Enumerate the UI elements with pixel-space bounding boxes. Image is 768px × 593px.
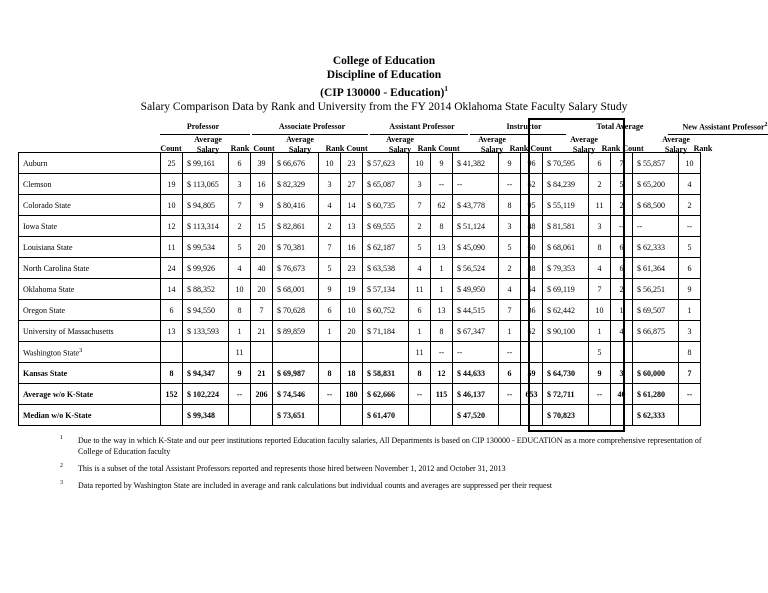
table-cell: 6: [611, 237, 633, 258]
table-cell: --: [431, 174, 453, 195]
table-cell: [633, 342, 679, 363]
table-cell: $ 113,065: [183, 174, 229, 195]
table-cell: $ 65,200: [633, 174, 679, 195]
table-cell: $ 99,534: [183, 237, 229, 258]
table-row: [19, 237, 701, 258]
table-cell: 2: [679, 195, 701, 216]
table-cell: 8: [431, 216, 453, 237]
table-row: [19, 174, 701, 195]
table-cell: 180: [341, 384, 363, 405]
table-cell: $ 45,090: [453, 237, 499, 258]
table-cell: 2: [229, 216, 251, 237]
table-cell: --: [409, 384, 431, 405]
table-cell: 14: [341, 195, 363, 216]
table-cell: 12: [161, 216, 183, 237]
table-cell: $ 79,353: [543, 258, 589, 279]
table-cell: 4: [319, 195, 341, 216]
table-cell: $ 69,507: [633, 300, 679, 321]
table-cell: 7: [499, 300, 521, 321]
table-cell: $ 81,581: [543, 216, 589, 237]
col-rank: Rank: [601, 144, 621, 153]
group-professor: Professor: [186, 122, 220, 131]
table-cell: 7: [589, 279, 611, 300]
footnotes: [60, 435, 720, 497]
table-cell: 1: [319, 321, 341, 342]
table-cell: 1: [679, 300, 701, 321]
table-cell: 10: [319, 153, 341, 174]
table-cell: 9: [229, 363, 251, 384]
table-cell: $ 63,538: [363, 258, 409, 279]
table-cell: [251, 405, 273, 426]
table-cell: 3: [229, 174, 251, 195]
table-cell: 1: [431, 258, 453, 279]
table-cell: $ 82,861: [273, 216, 319, 237]
page-title-block: [0, 54, 768, 114]
table-cell: $ 72,711: [543, 384, 589, 405]
table-cell: [183, 342, 229, 363]
table-cell: $ 44,515: [453, 300, 499, 321]
table-cell: 3: [409, 174, 431, 195]
table-cell: 8: [229, 300, 251, 321]
table-cell: 8: [431, 321, 453, 342]
table-cell: 2: [409, 216, 431, 237]
table-row: [19, 300, 701, 321]
table-row: [19, 363, 701, 384]
table-cell: $ 55,857: [633, 153, 679, 174]
table-cell: 4: [229, 258, 251, 279]
table-cell: 14: [161, 279, 183, 300]
table-cell: 16: [341, 237, 363, 258]
table-cell: [611, 405, 633, 426]
table-cell: 20: [251, 279, 273, 300]
table-cell: $ 55,119: [543, 195, 589, 216]
table-cell: $ 133,593: [183, 321, 229, 342]
table-cell: $ 71,184: [363, 321, 409, 342]
table-cell: $ 60,735: [363, 195, 409, 216]
table-cell: $ 74,546: [273, 384, 319, 405]
table-cell: [589, 405, 611, 426]
table-cell: --: [453, 174, 499, 195]
table-cell: $ 62,442: [543, 300, 589, 321]
table-cell: 5: [409, 237, 431, 258]
row-label: Median w/o K-State: [19, 405, 161, 426]
table-cell: [679, 405, 701, 426]
col-count: Count: [530, 144, 552, 153]
table-cell: --: [679, 384, 701, 405]
table-cell: $ 69,119: [543, 279, 589, 300]
table-cell: 9: [319, 279, 341, 300]
table-cell: 6: [319, 300, 341, 321]
table-cell: $ 65,087: [363, 174, 409, 195]
table-cell: 5: [611, 174, 633, 195]
table-cell: 6: [229, 153, 251, 174]
table-cell: [341, 342, 363, 363]
table-cell: $ 56,524: [453, 258, 499, 279]
table-cell: [521, 342, 543, 363]
table-row: [19, 258, 701, 279]
table-cell: [431, 405, 453, 426]
table-cell: $ 76,673: [273, 258, 319, 279]
table-cell: 11: [409, 279, 431, 300]
table-cell: 13: [161, 321, 183, 342]
table-cell: --: [319, 384, 341, 405]
table-cell: --: [453, 342, 499, 363]
table-cell: $ 64,730: [543, 363, 589, 384]
table-cell: 10: [679, 153, 701, 174]
table-cell: 13: [341, 216, 363, 237]
table-cell: 62: [521, 321, 543, 342]
table-cell: 5: [499, 237, 521, 258]
table-cell: --: [611, 216, 633, 237]
table-cell: $ 99,161: [183, 153, 229, 174]
table-cell: 1: [589, 321, 611, 342]
table-cell: 6: [589, 153, 611, 174]
col-count: Count: [438, 144, 460, 153]
row-label: Oregon State: [19, 300, 161, 321]
table-cell: $ 62,333: [633, 405, 679, 426]
table-cell: 96: [521, 153, 543, 174]
table-cell: --: [431, 342, 453, 363]
table-cell: $ 46,137: [453, 384, 499, 405]
table-cell: 19: [341, 279, 363, 300]
table-cell: 10: [589, 300, 611, 321]
col-rank: Rank: [230, 144, 250, 153]
table-cell: --: [499, 342, 521, 363]
group-assistant: Assistant Professor: [389, 122, 455, 131]
table-cell: [161, 405, 183, 426]
table-cell: --: [679, 216, 701, 237]
group-new-assistant: New Assistant Professor$^2$: [682, 122, 768, 132]
table-cell: 653: [521, 384, 543, 405]
table-cell: 9: [251, 195, 273, 216]
table-cell: [251, 342, 273, 363]
col-rank: Rank: [325, 144, 345, 153]
table-cell: 8: [499, 195, 521, 216]
table-cell: $ 89,859: [273, 321, 319, 342]
table-cell: 6: [409, 300, 431, 321]
table-cell: $ 57,134: [363, 279, 409, 300]
table-cell: $ 68,061: [543, 237, 589, 258]
table-cell: --: [499, 174, 521, 195]
col-count: Count: [622, 144, 644, 153]
table-cell: 21: [251, 363, 273, 384]
table-cell: $ 60,000: [633, 363, 679, 384]
table-cell: $ 61,364: [633, 258, 679, 279]
table-cell: 7: [319, 237, 341, 258]
table-cell: 206: [251, 384, 273, 405]
table-cell: 1: [431, 279, 453, 300]
table-cell: 9: [499, 153, 521, 174]
table-cell: $ 51,124: [453, 216, 499, 237]
row-label: Washington State$^3$: [19, 342, 161, 363]
table-cell: 10: [341, 300, 363, 321]
table-cell: $ 94,805: [183, 195, 229, 216]
table-cell: 6: [611, 258, 633, 279]
table-cell: $ 60,752: [363, 300, 409, 321]
col-rank: Rank: [693, 144, 713, 153]
table-cell: --: [589, 384, 611, 405]
table-cell: 2: [319, 216, 341, 237]
table-cell: 39: [251, 153, 273, 174]
footnote-marker: 3: [79, 346, 83, 354]
table-cell: 9: [431, 153, 453, 174]
table-cell: 9: [679, 279, 701, 300]
table-cell: [363, 342, 409, 363]
table-cell: 16: [251, 174, 273, 195]
table-row: [19, 195, 701, 216]
table-cell: 15: [251, 216, 273, 237]
footnote: 2 This is a subset of the total Assistant Professors reported and represents those hired between November 1, 2012 and October 31, 2013: [60, 463, 506, 473]
table-cell: $ 94,550: [183, 300, 229, 321]
table-cell: $ 47,520: [453, 405, 499, 426]
table-cell: $ 69,987: [273, 363, 319, 384]
row-label: Iowa State: [19, 216, 161, 237]
table-cell: 6: [161, 300, 183, 321]
table-cell: 24: [161, 258, 183, 279]
table-cell: $ 61,280: [633, 384, 679, 405]
table-cell: 3: [679, 321, 701, 342]
table-cell: 4: [611, 321, 633, 342]
row-label: University of Massachusetts: [19, 321, 161, 342]
table-cell: 5: [679, 237, 701, 258]
table-row: [19, 216, 701, 237]
table-cell: $ 68,001: [273, 279, 319, 300]
table-row: [19, 153, 701, 174]
table-cell: --: [499, 384, 521, 405]
table-cell: 10: [229, 279, 251, 300]
table-cell: 95: [521, 195, 543, 216]
table-cell: 115: [431, 384, 453, 405]
table-cell: 20: [251, 237, 273, 258]
table-cell: 21: [251, 321, 273, 342]
table-cell: [611, 342, 633, 363]
table-cell: 4: [679, 174, 701, 195]
table-cell: 2: [499, 258, 521, 279]
group-instructor: Instructor: [506, 122, 542, 131]
salary-table: [18, 152, 701, 426]
table-cell: 4: [589, 258, 611, 279]
table-cell: 11: [589, 195, 611, 216]
row-label: Kansas State: [19, 363, 161, 384]
footnote: 1 Due to the way in which K-State and our peer institutions reported Education faculty salaries, All Departments is based on CIP 130000 - EDUCATION as a more comprehensive representation of College of Education faculty: [60, 435, 702, 456]
table-cell: --: [633, 216, 679, 237]
table-cell: $ 70,595: [543, 153, 589, 174]
col-average-salary: Average Salary: [194, 135, 222, 154]
table-cell: 36: [521, 300, 543, 321]
table-cell: $ 43,778: [453, 195, 499, 216]
table-cell: 3: [319, 174, 341, 195]
table-row: [19, 342, 701, 363]
table-cell: $ 62,666: [363, 384, 409, 405]
table-cell: $ 99,926: [183, 258, 229, 279]
table-cell: $ 57,623: [363, 153, 409, 174]
table-cell: $ 67,347: [453, 321, 499, 342]
table-cell: $ 62,187: [363, 237, 409, 258]
table-cell: 3: [589, 216, 611, 237]
table-cell: $ 102,224: [183, 384, 229, 405]
table-cell: $ 49,950: [453, 279, 499, 300]
table-cell: 8: [679, 342, 701, 363]
table-cell: $ 70,628: [273, 300, 319, 321]
col-average-salary: Average Salary: [662, 135, 690, 154]
table-cell: 7: [611, 153, 633, 174]
row-label: North Carolina State: [19, 258, 161, 279]
table-cell: 20: [341, 321, 363, 342]
table-cell: 2: [589, 174, 611, 195]
table-cell: [543, 342, 589, 363]
col-count: Count: [160, 144, 182, 153]
table-cell: 9: [589, 363, 611, 384]
col-count: Count: [346, 144, 368, 153]
table-cell: 25: [161, 153, 183, 174]
table-cell: 2: [611, 195, 633, 216]
table-cell: 23: [341, 258, 363, 279]
title-description: Salary Comparison Data by Rank and University from the FY 2014 Oklahoma State Faculty Salary Study: [140, 100, 628, 113]
table-cell: $ 70,823: [543, 405, 589, 426]
table-cell: $ 61,470: [363, 405, 409, 426]
row-label: Oklahoma State: [19, 279, 161, 300]
table-cell: 54: [521, 279, 543, 300]
table-row: [19, 384, 701, 405]
table-cell: 6: [499, 363, 521, 384]
table-cell: 1: [409, 321, 431, 342]
table-cell: 8: [319, 363, 341, 384]
table-cell: [273, 342, 319, 363]
table-cell: 8: [409, 363, 431, 384]
table-cell: 11: [229, 342, 251, 363]
table-cell: 1: [499, 321, 521, 342]
row-label: Average w/o K-State: [19, 384, 161, 405]
col-average-salary: Average Salary: [570, 135, 598, 154]
table-cell: 1: [229, 321, 251, 342]
table-cell: 13: [431, 300, 453, 321]
table-cell: 5: [589, 342, 611, 363]
table-cell: 3: [611, 363, 633, 384]
title-college: College of Education: [332, 55, 436, 67]
table-cell: --: [229, 384, 251, 405]
table-cell: $ 88,352: [183, 279, 229, 300]
table-cell: [341, 405, 363, 426]
table-cell: 4: [409, 258, 431, 279]
table-cell: 88: [521, 258, 543, 279]
table-cell: $ 113,314: [183, 216, 229, 237]
table-cell: $ 68,500: [633, 195, 679, 216]
table-cell: 8: [161, 363, 183, 384]
table-cell: 8: [589, 237, 611, 258]
table-cell: 59: [521, 363, 543, 384]
table-cell: $ 41,382: [453, 153, 499, 174]
table-cell: 7: [679, 363, 701, 384]
table-cell: $ 73,651: [273, 405, 319, 426]
table-cell: $ 90,100: [543, 321, 589, 342]
footnote: 3 Data reported by Washington State are included in average and rank calculations but individual counts and averages are suppressed per their request: [60, 480, 552, 490]
table-cell: 13: [431, 237, 453, 258]
row-label: Clemson: [19, 174, 161, 195]
table-cell: $ 66,875: [633, 321, 679, 342]
table-cell: 18: [341, 363, 363, 384]
table-cell: 19: [161, 174, 183, 195]
table-cell: $ 70,381: [273, 237, 319, 258]
title-cip: (CIP 130000 - Education)$^1$: [320, 85, 448, 99]
col-count: Count: [253, 144, 275, 153]
row-label: Auburn: [19, 153, 161, 174]
table-cell: $ 58,831: [363, 363, 409, 384]
col-average-salary: Average Salary: [386, 135, 414, 154]
table-cell: 10: [409, 153, 431, 174]
table-cell: [229, 405, 251, 426]
table-cell: $ 44,633: [453, 363, 499, 384]
table-cell: 2: [611, 279, 633, 300]
table-cell: 5: [319, 258, 341, 279]
table-cell: $ 56,251: [633, 279, 679, 300]
table-cell: 10: [161, 195, 183, 216]
table-cell: [319, 405, 341, 426]
table-cell: 3: [499, 216, 521, 237]
table-cell: 11: [161, 237, 183, 258]
table-cell: $ 94,347: [183, 363, 229, 384]
table-cell: [161, 342, 183, 363]
col-average-salary: Average Salary: [286, 135, 314, 154]
table-cell: 5: [229, 237, 251, 258]
table-cell: 6: [679, 258, 701, 279]
col-average-salary: Average Salary: [478, 135, 506, 154]
table-cell: 152: [161, 384, 183, 405]
table-cell: [521, 405, 543, 426]
table-cell: 40: [251, 258, 273, 279]
table-row: [19, 321, 701, 342]
table-cell: 23: [341, 153, 363, 174]
group-total: Total Average: [596, 122, 644, 131]
row-label: Colorado State: [19, 195, 161, 216]
table-cell: $ 62,333: [633, 237, 679, 258]
table-cell: 62: [521, 174, 543, 195]
table-cell: 4: [499, 279, 521, 300]
table-cell: 7: [251, 300, 273, 321]
col-rank: Rank: [417, 144, 437, 153]
table-cell: 7: [229, 195, 251, 216]
table-cell: $ 80,416: [273, 195, 319, 216]
table-cell: 60: [521, 237, 543, 258]
table-cell: 40: [611, 384, 633, 405]
table-cell: [319, 342, 341, 363]
table-row: [19, 405, 701, 426]
table-cell: 7: [409, 195, 431, 216]
table-cell: $ 66,676: [273, 153, 319, 174]
table-cell: $ 82,329: [273, 174, 319, 195]
col-rank: Rank: [509, 144, 529, 153]
table-cell: 1: [611, 300, 633, 321]
table-cell: $ 69,555: [363, 216, 409, 237]
table-cell: [499, 405, 521, 426]
table-cell: 48: [521, 216, 543, 237]
title-discipline: Discipline of Education: [326, 69, 442, 81]
table-cell: $ 84,239: [543, 174, 589, 195]
table-cell: 11: [409, 342, 431, 363]
group-associate: Associate Professor: [278, 122, 346, 131]
table-cell: 12: [431, 363, 453, 384]
table-cell: 27: [341, 174, 363, 195]
table-cell: $ 99,348: [183, 405, 229, 426]
row-label: Louisiana State: [19, 237, 161, 258]
table-row: [19, 279, 701, 300]
table-cell: [409, 405, 431, 426]
table-cell: 62: [431, 195, 453, 216]
